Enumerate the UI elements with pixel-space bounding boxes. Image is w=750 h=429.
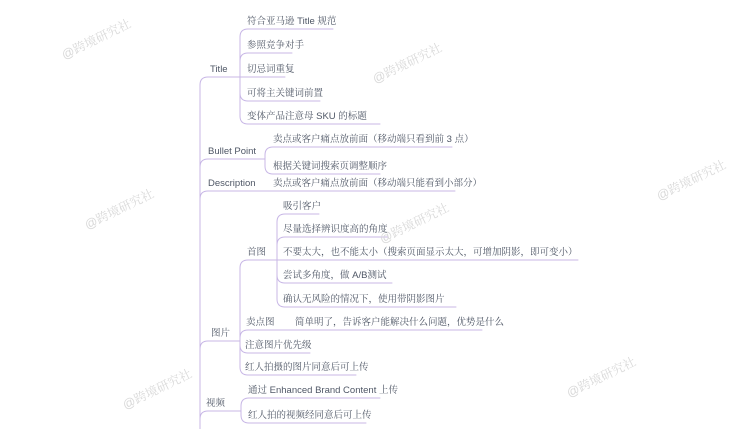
node-bullet-point[interactable]: Bullet Point (208, 146, 257, 157)
watermark: @跨境研究社 (82, 186, 157, 233)
node-variant-sku-title[interactable]: 变体产品注意母 SKU 的标题 (247, 111, 367, 122)
watermark: @跨境研究社 (59, 16, 134, 63)
watermark: @跨境研究社 (370, 40, 445, 87)
node-images[interactable]: 图片 (211, 328, 231, 339)
watermark: @跨境研究社 (120, 366, 195, 413)
node-mi-angle[interactable]: 尽量选择辨识度高的角度 (283, 224, 388, 235)
node-keywords-first[interactable]: 可将主关键词前置 (247, 88, 324, 99)
node-main-image[interactable]: 首图 (247, 247, 267, 258)
node-ref-competitors[interactable]: 参照竞争对手 (247, 40, 305, 51)
node-title-spec[interactable]: 符合亚马逊 Title 规范 (247, 16, 337, 27)
watermark: @跨境研究社 (654, 157, 729, 204)
node-bp-adjust-order[interactable]: 根据关键词搜索页调整顺序 (273, 161, 388, 172)
node-mi-shadow[interactable]: 确认无风险的情况下，使用带阴影图片 (283, 294, 445, 305)
node-avoid-repetition[interactable]: 切忌词重复 (247, 64, 295, 75)
node-selling-image-desc[interactable]: 简单明了，告诉客户能解决什么问题，优势是什么 (295, 317, 505, 328)
node-image-priority[interactable]: 注意图片优先级 (245, 340, 312, 351)
node-desc-selling-points-first[interactable]: 卖点或客户痛点放前面（移动端只能看到小部分） (273, 178, 483, 189)
node-description[interactable]: Description (208, 178, 256, 189)
node-bp-selling-points-first[interactable]: 卖点或客户痛点放前面（移动端只看到前 3 点） (273, 134, 474, 145)
watermark: @跨境研究社 (377, 200, 452, 247)
node-video-ebc[interactable]: 通过 Enhanced Brand Content 上传 (248, 385, 398, 396)
node-mi-attract[interactable]: 吸引客户 (283, 201, 322, 212)
node-mi-size[interactable]: 不要太大，也不能太小（搜索页面显示太大，可增加阴影，即可变小） (283, 247, 578, 258)
watermark: @跨境研究社 (564, 354, 639, 401)
node-title[interactable]: Title (210, 64, 228, 75)
node-influencer-image[interactable]: 红人拍摄的图片同意后可上传 (245, 362, 369, 373)
node-mi-ab-test[interactable]: 尝试多角度，做 A/B测试 (283, 270, 387, 281)
node-video[interactable]: 视频 (206, 398, 226, 409)
node-selling-image[interactable]: 卖点图 (246, 317, 275, 328)
node-video-influencer[interactable]: 红人拍的视频经同意后可上传 (248, 410, 372, 421)
